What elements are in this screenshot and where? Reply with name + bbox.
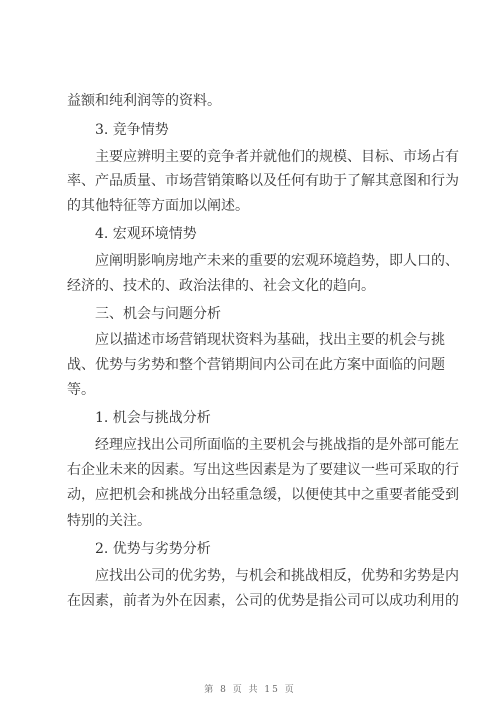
paragraph-line: 特别的关注。 (67, 513, 151, 529)
paragraph-line: 等。 (67, 382, 95, 398)
paragraph-line: 益额和纯利润等的资料。 (67, 93, 221, 109)
heading-strength-weakness: 2. 优势与劣势分析 (95, 541, 211, 557)
paragraph-line: 主要应辨明主要的竞争者并就他们的规模、目标、市场占有 (95, 149, 459, 165)
paragraph-line: 的其他特征等方面加以阐述。 (67, 198, 249, 214)
paragraph-line: 经济的、技术的、政治法律的、社会文化的趋向。 (67, 278, 375, 294)
paragraph-line: 动，应把机会和挑战分出轻重急缓，以便使其中之重要者能受到 (67, 487, 459, 503)
paragraph-line: 右企业未来的因素。写出这些因素是为了要建议一些可采取的行 (67, 462, 459, 478)
heading-opportunity-challenge: 1. 机会与挑战分析 (95, 410, 211, 426)
paragraph-line: 经理应找出公司所面临的主要机会与挑战指的是外部可能左 (95, 437, 459, 453)
paragraph-line: 应以描述市场营销现状资料为基础，找出主要的机会与挑 (95, 332, 445, 348)
paragraph-line: 率、产品质量、市场营销策略以及任何有助于了解其意图和行为 (67, 173, 459, 189)
heading-opportunities-problems: 三、机会与问题分析 (95, 306, 221, 322)
paragraph-line: 应找出公司的优劣势，与机会和挑战相反，优势和劣势是内 (95, 568, 459, 584)
heading-competition: 3. 竞争情势 (95, 122, 169, 138)
paragraph-line: 战、优势与劣势和整个营销期间内公司在此方案中面临的问题 (67, 357, 445, 373)
heading-macro-environment: 4. 宏观环境情势 (95, 226, 197, 242)
page-number-footer: 第 8 页 共 15 页 (204, 685, 296, 695)
paragraph-line: 应阐明影响房地产未来的重要的宏观环境趋势，即人口的、 (95, 253, 459, 269)
paragraph-line: 在因素，前者为外在因素，公司的优势是指公司可以成功利用的 (67, 593, 459, 609)
